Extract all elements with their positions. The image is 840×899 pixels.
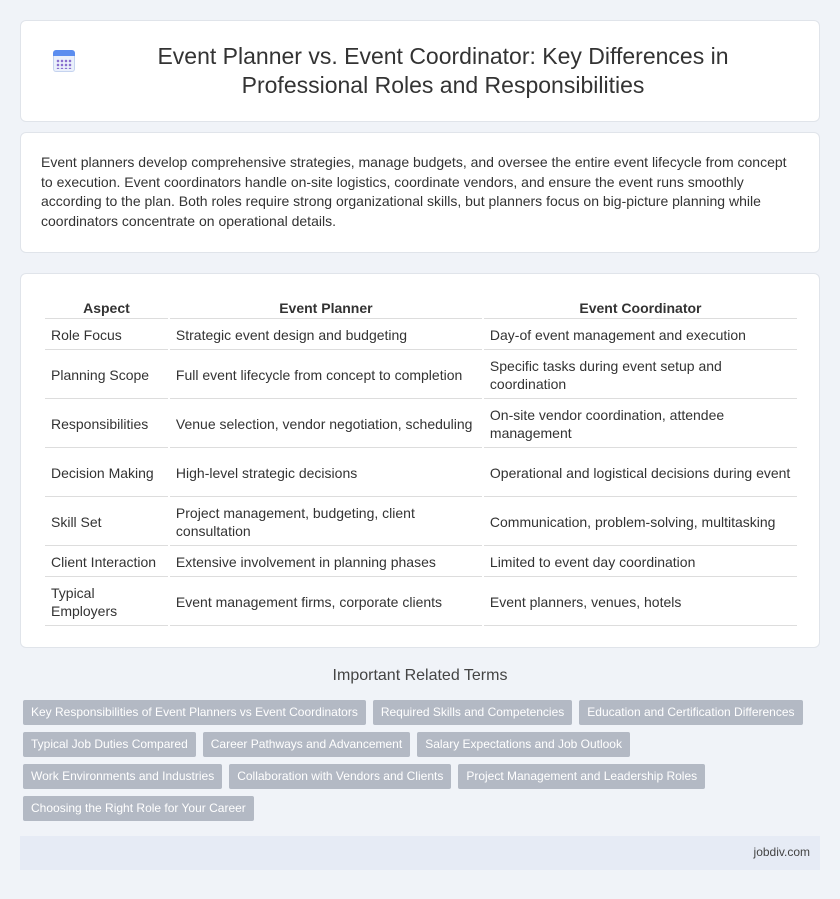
related-terms-tags [23,700,823,828]
table-row [45,450,797,497]
related-term-tag[interactable]: Choosing the Right Role for Your Career [23,796,254,821]
related-term-tag[interactable]: Collaboration with Vendors and Clients [229,764,451,789]
cell-planner: Strategic event design and budgeting [170,321,482,350]
comparison-table-card [20,273,820,648]
cell-coordinator: Operational and logistical decisions during event [484,450,797,497]
intro-text: Event planners develop comprehensive strategies, manage budgets, and oversee the entire event lifecycle from concept to execution. Event coordinators handle on-site logistics, coordinate vendors, and ensure the event runs smoothly according to the plan. Both roles require strong organizational skills, but planners focus on big-picture planning while coordinators concentrate on operational details. [41,154,787,229]
related-term-tag[interactable]: Salary Expectations and Job Outlook [417,732,630,757]
related-terms-title: Important Related Terms [332,667,508,684]
cell-aspect: Responsibilities [45,401,168,448]
cell-aspect: Skill Set [45,499,168,546]
header-event-planner: Event Planner [170,296,482,319]
related-term-tag[interactable]: Career Pathways and Advancement [203,732,410,757]
cell-aspect: Planning Scope [45,352,168,399]
footer-site: jobdiv.com [753,845,810,859]
title-card [20,20,820,122]
cell-planner: Event management firms, corporate clients [170,579,482,626]
cell-planner: Extensive involvement in planning phases [170,548,482,577]
title-wrap [51,42,789,100]
header-event-coordinator: Event Coordinator [484,296,797,319]
comparison-table [43,294,799,628]
intro-card [20,132,820,253]
table-row [45,548,797,577]
header-aspect: Aspect [45,296,168,319]
cell-planner: Venue selection, vendor negotiation, scheduling [170,401,482,448]
cell-planner: Project management, budgeting, client consultation [170,499,482,546]
cell-coordinator: Limited to event day coordination [484,548,797,577]
table-header-row [45,296,797,319]
calendar-icon [51,48,77,74]
table-row [45,321,797,350]
page-title: Event Planner vs. Event Coordinator: Key Differences in Professional Roles and Responsibilities [157,43,729,98]
cell-coordinator: Specific tasks during event setup and coordination [484,352,797,399]
table-row [45,499,797,546]
footer [20,836,820,870]
related-term-tag[interactable]: Project Management and Leadership Roles [458,764,705,789]
cell-aspect: Typical Employers [45,579,168,626]
table-row [45,352,797,399]
cell-aspect: Decision Making [45,450,168,497]
cell-coordinator: Day-of event management and execution [484,321,797,350]
related-term-tag[interactable]: Education and Certification Differences [579,700,802,725]
cell-aspect: Client Interaction [45,548,168,577]
related-term-tag[interactable]: Work Environments and Industries [23,764,222,789]
related-term-tag[interactable]: Required Skills and Competencies [373,700,572,725]
cell-planner: Full event lifecycle from concept to completion [170,352,482,399]
cell-planner: High-level strategic decisions [170,450,482,497]
cell-coordinator: On-site vendor coordination, attendee management [484,401,797,448]
cell-coordinator: Communication, problem-solving, multitasking [484,499,797,546]
table-row [45,579,797,626]
cell-aspect: Role Focus [45,321,168,350]
table-row [45,401,797,448]
related-term-tag[interactable]: Key Responsibilities of Event Planners vs Event Coordinators [23,700,366,725]
related-term-tag[interactable]: Typical Job Duties Compared [23,732,196,757]
cell-coordinator: Event planners, venues, hotels [484,579,797,626]
